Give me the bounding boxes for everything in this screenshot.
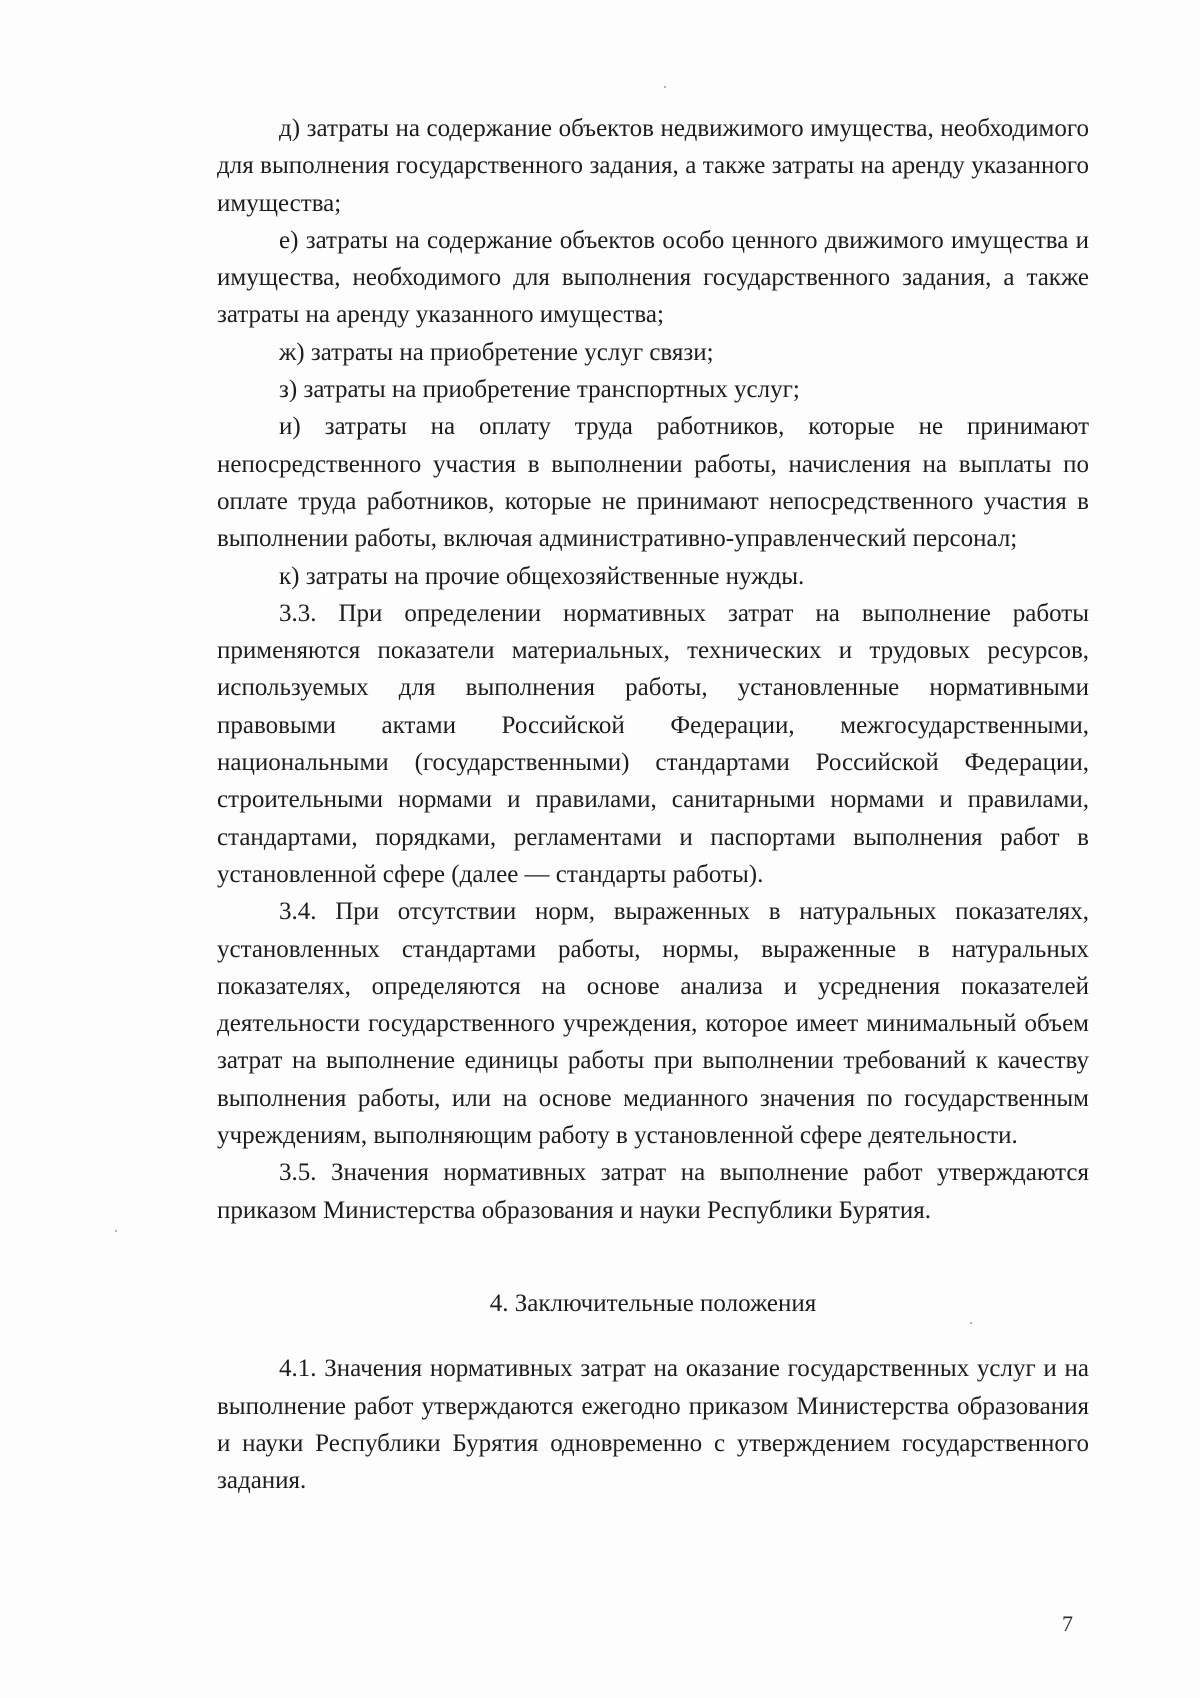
section-heading: 4. Заключительные положения [489,1289,817,1317]
document-body [217,110,1089,1499]
scan-speck [115,1230,117,1232]
spacer [217,1229,1089,1285]
paragraph-k: к) затраты на прочие общехозяйственные нужды. [279,562,805,590]
paragraph-i: и) затраты на оплату труда работников, которые не принимают непосредственного участия в выполнении работы, начисления на выплаты по оплате труда работников, которые не принимают непосредственного участия в выполнении работы, включая административно-управленческий персонал; [217,413,1089,553]
paragraph-3-4: 3.4. При отсутствии норм, выраженных в натуральных показателях, установленных стандартами работы, нормы, выраженные в натуральных показателях, определяются на основе анализа и усреднения показателей деятельности государственного учреждения, которое имеет минимальный объем затрат на выполнение единицы работы при выполнении требований к качеству выполнения работы, или на основе медианного значения по государственным учреждениям, выполняющим работу в установленной сфере деятельности. [217,898,1089,1150]
paragraph-3-5: 3.5. Значения нормативных затрат на выполнение работ утверждаются приказом Министерства образования и науки Республики Бурятия. [217,1159,1089,1224]
page-number: 7 [1062,1611,1073,1636]
paragraph-3-3: 3.3. При определении нормативных затрат на выполнение работы применяются показатели материальных, технических и трудовых ресурсов, используемых для выполнения работы, установленные нормативными правовыми актами Российской Федерации, межгосударственными, национальными (государственными) стандартами Российской Федерации, строительными нормами и правилами, санитарными нормами и правилами, стандартами, порядками, регламентами и паспортами выполнения работ в установленной сфере (далее — стандарты работы). [217,599,1089,888]
paragraph-d: д) затраты на содержание объектов недвижимого имущества, необходимого для выполнения государственного задания, а также затраты на аренду указанного имущества; [217,115,1089,217]
paragraph-4-1: 4.1. Значения нормативных затрат на оказание государственных услуг и на выполнение работ утверждаются ежегодно приказом Министерства образования и науки Республики Бурятия одновременно с утверждением государственного задания. [217,1355,1089,1495]
spacer [217,1322,1089,1350]
scan-speck [664,86,666,88]
paragraph-z: з) затраты на приобретение транспортных услуг; [279,376,800,404]
paragraph-e: е) затраты на содержание объектов особо ценного движимого имущества и имущества, необходимого для выполнения государственного задания, а также затраты на аренду указанного имущества; [217,226,1089,329]
paragraph-zh: ж) затраты на приобретение услуг связи; [279,338,714,366]
